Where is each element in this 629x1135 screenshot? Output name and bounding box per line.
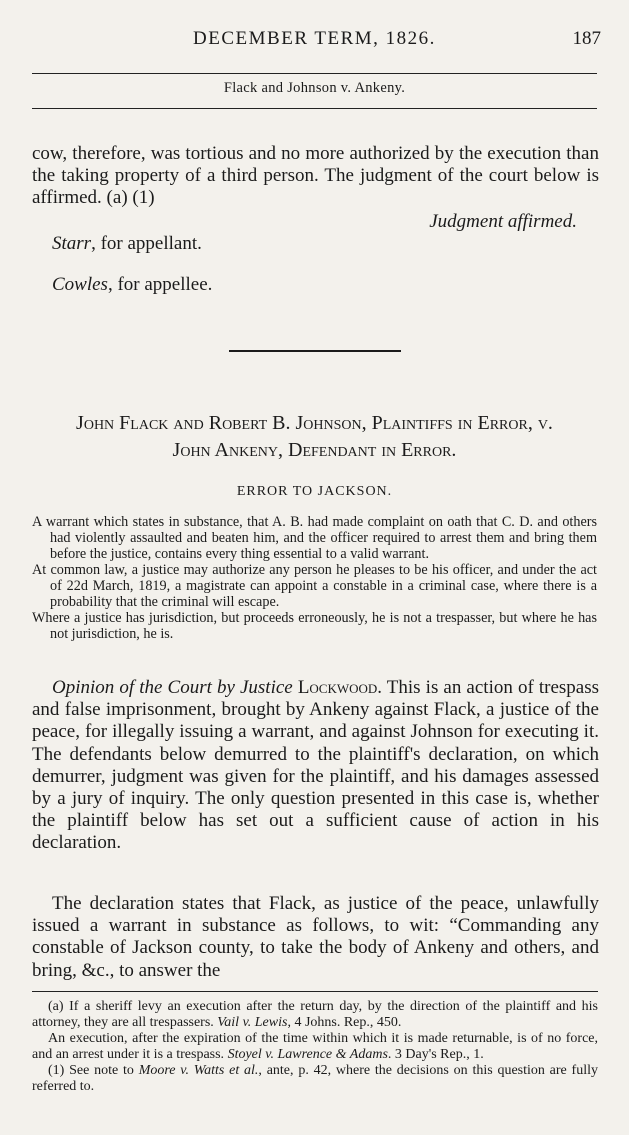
previous-case-closing-paragraph: cow, therefore, was tortious and no more authorized by the execution than the taking property of a third person. The judgment of the court below is affirmed. (a) (1): [32, 143, 599, 209]
error-to-heading: ERROR TO JACKSON.: [236, 484, 393, 499]
case-title-line-2: John Ankeny, Defendant in Error.: [172, 439, 457, 461]
running-head: [28, 28, 601, 54]
counsel-appellee: [52, 274, 212, 296]
footnote-text: . 3 Day's Rep., 1.: [387, 1047, 484, 1062]
footnote-text: (a) If a sheriff levy an execution after the return day, by the direction of the plaintiff and his attorney, they are all trespassers.: [32, 999, 598, 1030]
footnote-text: (1) See note to: [48, 1063, 139, 1078]
declaration-paragraph: The declaration states that Flack, as justice of the peace, unlawfully issued a warrant in substance as follows, to wit: “Commanding any constable of Jackson county, to take the body of Ankeny and others, and bring, &c., to answer the: [32, 893, 599, 981]
counsel-appellant: [52, 233, 202, 255]
footnote-text: , 4 Johns. Rep., 450.: [287, 1015, 402, 1030]
headnote: Where a justice has jurisdiction, but proceeds erroneously, he is not a trespasser, but where he has not jurisdiction, he is.: [32, 610, 597, 642]
footnote-citation: Stoyel v. Lawrence & Adams: [227, 1047, 388, 1062]
counsel-appellee-role: , for appellee.: [107, 274, 213, 295]
opinion-justice: Lockwood.: [297, 677, 383, 698]
page-number: 187: [572, 28, 601, 49]
case-header: Flack and Johnson v. Ankeny.: [223, 80, 406, 96]
footnote-citation: Moore v. Watts et al.: [138, 1063, 259, 1078]
footnote-text: An execution, after the expiration of the time within which it is made returnable, is of no force, and an arrest under it is a trespass.: [32, 1031, 598, 1062]
case-title-line-1: John Flack and Robert B. Johnson, Plaintiffs in Error, v.: [76, 412, 553, 434]
counsel-appellant-name: Starr: [52, 233, 92, 254]
opinion-lead: Opinion of the Court by Justice: [52, 677, 293, 698]
footnote: [32, 1031, 598, 1063]
section-divider: [229, 350, 401, 352]
header-rule-bottom: [32, 108, 597, 109]
running-head-title: DECEMBER TERM, 1826.: [193, 28, 436, 49]
header-rule-top: [32, 73, 597, 74]
footnote-text: , ante, p. 42, where the decisions on this question are fully referred to.: [32, 1063, 599, 1094]
footnotes: [32, 999, 598, 1095]
headnote: A warrant which states in substance, that A. B. had made complaint on oath that C. D. and others had violently assaulted and beaten him, and the officer required to arrest them and bring them before the justice, contains every thing essential to a valid warrant.: [32, 514, 597, 562]
counsel-appellee-name: Cowles: [52, 274, 108, 295]
footnote: [32, 999, 598, 1031]
headnotes: [32, 514, 597, 642]
judgment-line: Judgment affirmed.: [429, 211, 577, 232]
headnote: At common law, a justice may authorize any person he pleases to be his officer, and under the act of 22d March, 1819, a magistrate can appoint a constable in a criminal case, where there is a probability that the criminal will escape.: [32, 562, 597, 610]
footnote-citation: Vail v. Lewis: [217, 1015, 288, 1030]
case-title: [32, 410, 597, 464]
counsel-appellant-role: , for appellant.: [91, 233, 202, 254]
opinion-paragraph: [32, 677, 599, 855]
footnote: [32, 1063, 598, 1095]
opinion-text: This is an action of trespass and false imprisonment, brought by Ankeny against Flack, a justice of the peace, for illegally issuing a warrant, and against Johnson for executing it. The defendants below demurred to the plaintiff's declaration, on which demurrer, judgment was given for the plaintiff, and his damages assessed by a jury of inquiry. The only question presented in this case is, whether the plaintiff below has set out a sufficient cause of action in his declaration.: [32, 677, 600, 854]
footnote-rule: [32, 991, 598, 992]
